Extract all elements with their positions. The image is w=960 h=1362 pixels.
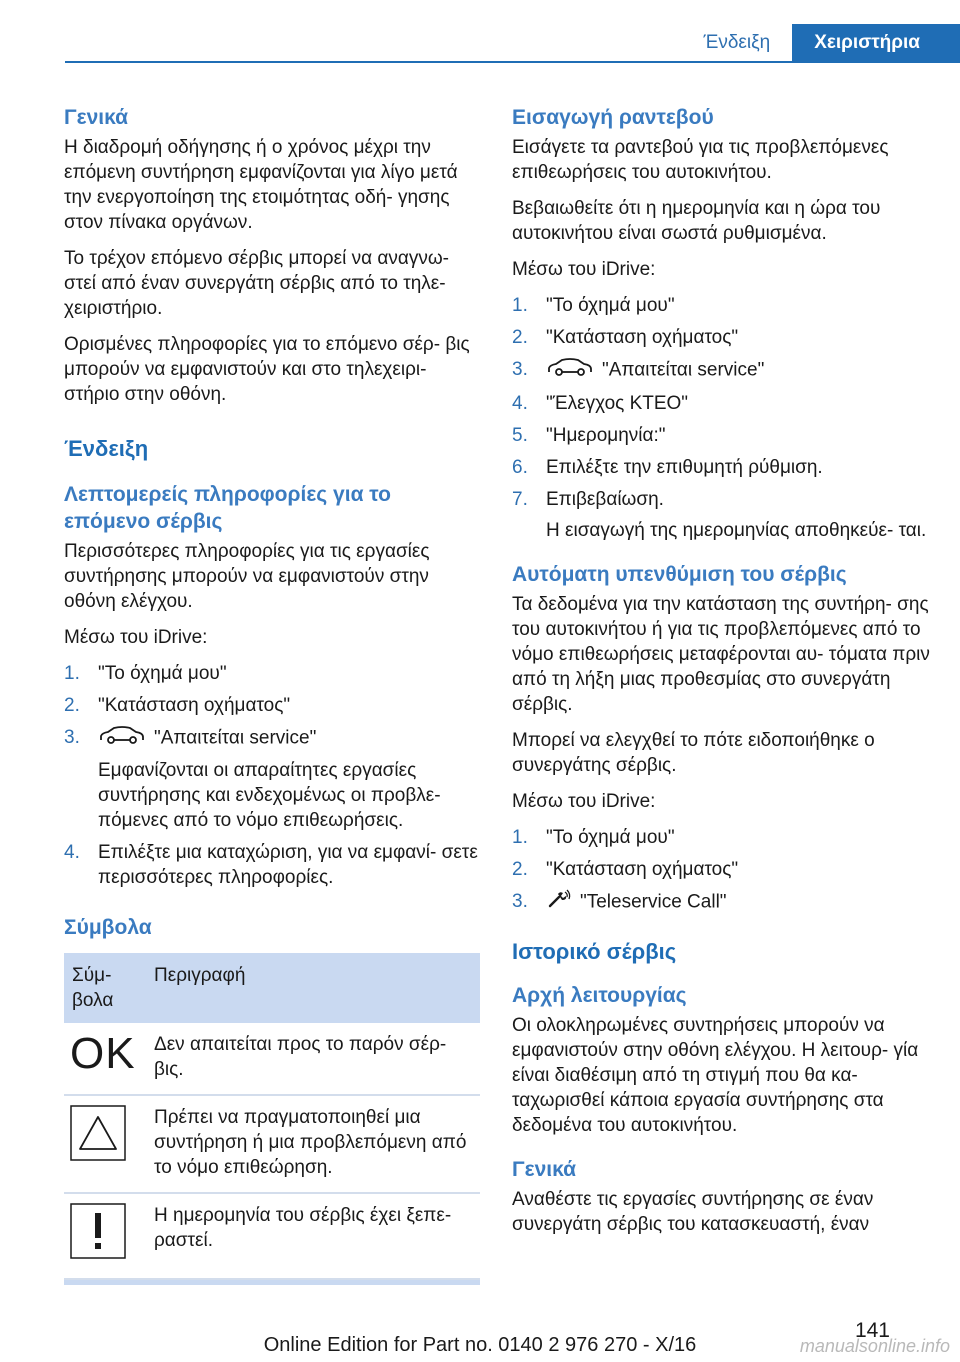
step-text: "Απαιτείται service" bbox=[154, 727, 317, 749]
left-column bbox=[64, 104, 480, 1285]
step-text: "Το όχημά μου" bbox=[546, 827, 675, 848]
paragraph: Μπορεί να ελεγχθεί το πότε ειδοποιήθηκε ο συνεργάτης σέρβις. bbox=[512, 730, 875, 776]
reminder-heading: Αυτόματη υπενθύμιση του σέρβις bbox=[512, 563, 847, 586]
list-item bbox=[512, 857, 930, 882]
step-text: "Ημερομηνία:" bbox=[546, 425, 666, 446]
list-item bbox=[512, 293, 930, 318]
via-idrive: Μέσω του iDrive: bbox=[512, 259, 656, 280]
paragraph: Η διαδρομή οδήγησης ή ο χρόνος μέχρι την επόμενη συντήρηση εμφανίζονται για λίγο μετά την ενεργοποίηση της ετοιμότητας οδή- γησης στον πίνακα οργάνων. bbox=[64, 137, 458, 233]
step-number: 2. bbox=[512, 859, 528, 880]
step-number: 1. bbox=[512, 295, 528, 316]
paragraph: Εισάγετε τα ραντεβού για τις προβλεπόμενες επιθεωρήσεις του αυτοκινήτου. bbox=[512, 137, 889, 183]
step-number: 4. bbox=[512, 393, 528, 414]
warning-triangle-icon bbox=[70, 1145, 126, 1166]
step-number: 3. bbox=[512, 891, 528, 912]
general-heading: Γενικά bbox=[64, 106, 129, 129]
step-number: 1. bbox=[512, 827, 528, 848]
header-rule bbox=[65, 61, 960, 63]
symbols-heading: Σύμβολα bbox=[64, 916, 152, 939]
list-item bbox=[512, 487, 930, 543]
via-idrive: Μέσω του iDrive: bbox=[512, 791, 656, 812]
history-heading: Ιστορικό σέρβις bbox=[512, 939, 677, 964]
watermark: manualsonline.info bbox=[799, 1336, 950, 1356]
step-note: Η εισαγωγή της ημερομηνίας αποθηκεύε- ται. bbox=[546, 520, 927, 541]
symbols-table bbox=[64, 953, 480, 1280]
car-service-icon bbox=[98, 725, 146, 752]
step-text: "Κατάσταση οχήματος" bbox=[546, 327, 739, 348]
column-header-description: Περιγραφή bbox=[146, 953, 480, 1023]
via-idrive: Μέσω του iDrive: bbox=[64, 627, 208, 648]
step-text: Επιλέξτε την επιθυμητή ρύθμιση. bbox=[546, 457, 823, 478]
step-text: "Απαιτείται service" bbox=[602, 359, 765, 381]
step-note: Εμφανίζονται οι απαραίτητες εργασίες συντήρησης και ενδεχομένως οι προβλε- πόμενες από το νόμο επιθεωρήσεις. bbox=[98, 760, 441, 831]
table-row bbox=[64, 1095, 480, 1193]
list-item bbox=[512, 825, 930, 850]
paragraph: Αναθέστε τις εργασίες συντήρησης σε έναν συνεργάτη σέρβις του κατασκευαστή, έναν bbox=[512, 1189, 874, 1235]
list-item bbox=[512, 423, 930, 448]
teleservice-wrench-icon bbox=[546, 889, 572, 916]
step-number: 4. bbox=[64, 842, 80, 863]
general2-heading: Γενικά bbox=[512, 1158, 577, 1181]
details-heading: Λεπτομερείς πληροφορίες για το επόμενο σέρβις bbox=[64, 483, 391, 533]
paragraph: Βεβαιωθείτε ότι η ημερομηνία και η ώρα του αυτοκινήτου είναι σωστά ρυθμισμένα. bbox=[512, 198, 881, 244]
paragraph: Το τρέχον επόμενο σέρβις μπορεί να αναγνω- στεί από έναν συνεργάτη σέρβις από το τηλε- χειριστήριο. bbox=[64, 248, 449, 319]
appointments-heading: Εισαγωγή ραντεβού bbox=[512, 106, 714, 129]
paragraph: Οι ολοκληρωμένες συντηρήσεις μπορούν να εμφανιστούν στην οθόνη ελέγχου. Η λειτουρ- γία είναι διαθέσιμη από τη στιγμή που θα κα- ταχωρισθεί κάποια εργασία συντήρησης στα δεδομένα του αυτοκινήτου. bbox=[512, 1015, 919, 1136]
exclamation-icon bbox=[70, 1243, 126, 1264]
step-text: Επιβεβαίωση. bbox=[546, 489, 664, 510]
table-cell-description: Η ημερομηνία του σέρβις έχει ξεπε- ραστεί. bbox=[146, 1193, 480, 1279]
table-cell-description: Δεν απαιτείται προς το παρόν σέρ- βις. bbox=[146, 1023, 480, 1095]
paragraph: Ορισμένες πληροφορίες για το επόμενο σέρ- βις μπορούν να εμφανιστούν και στο τηλεχειρι- στήριο στην οθόνη. bbox=[64, 334, 470, 405]
right-column bbox=[512, 104, 930, 1248]
list-item bbox=[512, 391, 930, 416]
step-number: 3. bbox=[64, 727, 80, 748]
details-steps bbox=[64, 661, 480, 890]
chapter-tab: Χειριστήρια bbox=[792, 24, 960, 62]
step-number: 1. bbox=[64, 663, 80, 684]
step-text: "Έλεγχος ΚΤΕΟ" bbox=[546, 393, 689, 414]
table-end-rule bbox=[64, 1280, 480, 1285]
step-text: "Το όχημά μου" bbox=[98, 663, 227, 684]
table-cell-description: Πρέπει να πραγματοποιηθεί μια συντήρηση ή μια προβλεπόμενη από το νόμο επιθεώρηση. bbox=[146, 1095, 480, 1193]
list-item bbox=[64, 693, 480, 718]
section-tab: Ένδειξη bbox=[681, 24, 792, 62]
table-row bbox=[64, 1023, 480, 1095]
step-number: 2. bbox=[64, 695, 80, 716]
appointment-steps bbox=[512, 293, 930, 543]
table-header-row bbox=[64, 953, 480, 1023]
table-row bbox=[64, 1193, 480, 1279]
list-item bbox=[512, 889, 930, 916]
step-text: "Teleservice Call" bbox=[580, 891, 727, 913]
ok-symbol: OK bbox=[70, 1029, 136, 1078]
display-heading: Ένδειξη bbox=[64, 436, 149, 461]
list-item bbox=[64, 840, 480, 890]
list-item bbox=[512, 455, 930, 480]
list-item bbox=[64, 725, 480, 833]
principle-heading: Αρχή λειτουργίας bbox=[512, 984, 687, 1007]
car-service-icon bbox=[546, 357, 594, 384]
step-text: Επιλέξτε μια καταχώριση, για να εμφανί- σετε περισσότερες πληροφορίες. bbox=[98, 842, 478, 888]
step-text: "Κατάσταση οχήματος" bbox=[546, 859, 739, 880]
list-item bbox=[512, 325, 930, 350]
teleservice-steps bbox=[512, 825, 930, 916]
list-item bbox=[64, 661, 480, 686]
page-number: 141 bbox=[854, 1319, 890, 1342]
step-number: 2. bbox=[512, 327, 528, 348]
step-number: 6. bbox=[512, 457, 528, 478]
list-item bbox=[512, 357, 930, 384]
paragraph: Περισσότερες πληροφορίες για τις εργασίες συντήρησης μπορούν να εμφανιστούν στην οθόνη ελέγχου. bbox=[64, 541, 430, 612]
paragraph: Τα δεδομένα για την κατάσταση της συντήρη- σης του αυτοκινήτου ή για τις προβλεπόμενες από το νόμο επιθεωρήσεις μεταφέρονται αυ- τόματα πριν από τη λήξη μιας προθεσμίας στο συνεργάτη σέρβις. bbox=[512, 594, 930, 715]
footer-edition: Online Edition for Part no. 0140 2 976 270 - X/16 bbox=[263, 1334, 697, 1356]
step-text: "Κατάσταση οχήματος" bbox=[98, 695, 291, 716]
header-tabs bbox=[681, 24, 960, 62]
step-number: 5. bbox=[512, 425, 528, 446]
step-number: 7. bbox=[512, 489, 528, 510]
column-header-symbols: Σύμ- βολα bbox=[64, 953, 146, 1023]
step-text: "Το όχημά μου" bbox=[546, 295, 675, 316]
step-number: 3. bbox=[512, 359, 528, 380]
